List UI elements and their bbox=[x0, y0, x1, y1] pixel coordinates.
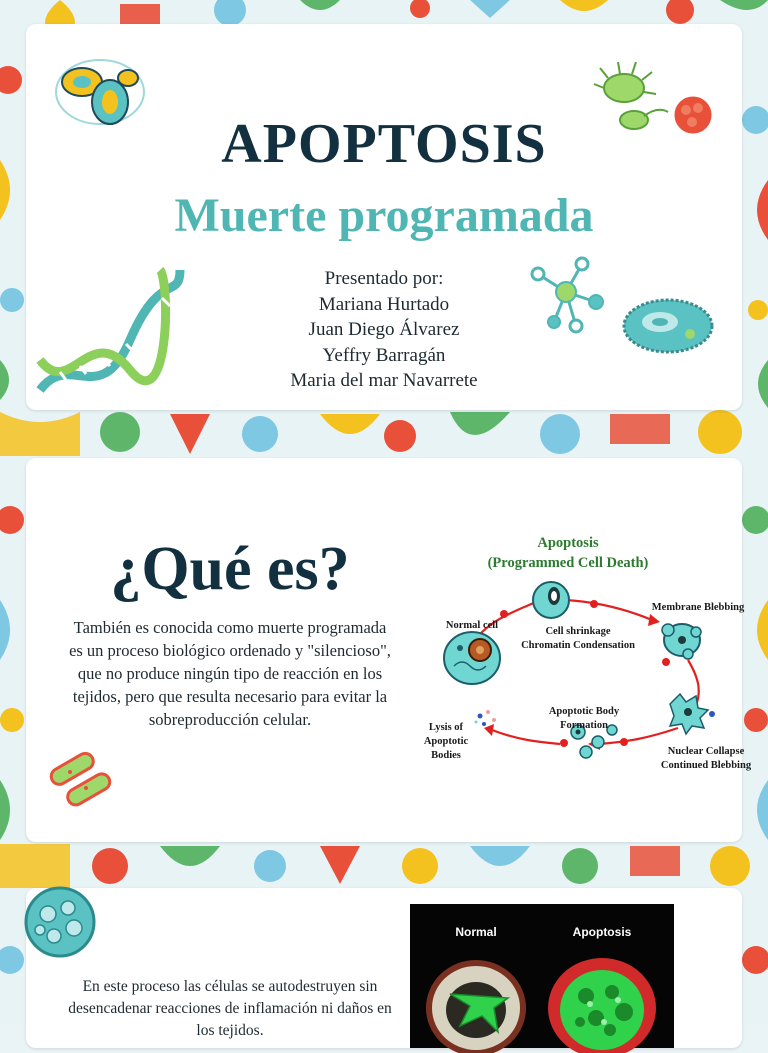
normal-cell-icon bbox=[444, 632, 500, 684]
presenter-name: Yeffry Barragán bbox=[322, 344, 446, 366]
slide-process bbox=[26, 888, 742, 1048]
lysis-fragments-icon bbox=[475, 710, 497, 726]
label-apoptotic-body: Apoptotic Body bbox=[548, 706, 620, 717]
definition-text: También es conocida como muerte programada es un proceso biológico ordenado y "silencioso", que no produce ningún tipo de reacción en los tejidos, pero que resulta necesario para evitar la sobreproducción celular. bbox=[69, 618, 391, 729]
label-normal: Normal bbox=[455, 925, 497, 939]
normal-cell-micrograph bbox=[426, 960, 526, 1053]
label-bodies: Bodies bbox=[431, 750, 461, 761]
presenters-block bbox=[26, 266, 742, 394]
blebbing-cell-icon bbox=[662, 624, 701, 659]
label-lysis: Lysis of bbox=[428, 722, 464, 733]
page-subtitle: Muerte programada bbox=[174, 189, 594, 242]
diagram-title: Apoptosis bbox=[537, 535, 599, 551]
slide-what-is bbox=[26, 458, 752, 842]
label-normal-cell: Normal cell bbox=[445, 620, 499, 631]
bacteria-rods-icon bbox=[46, 744, 116, 816]
presenter-name: Juan Diego Álvarez bbox=[308, 319, 460, 340]
label-cell-shrinkage: Cell shrinkage bbox=[545, 626, 611, 637]
cell-colony-icon bbox=[20, 884, 102, 962]
label-formation: Formation bbox=[560, 720, 608, 731]
label-nuclear-collapse: Nuclear Collapse bbox=[667, 746, 745, 757]
presented-by-label: Presentado por: bbox=[324, 268, 444, 289]
label-apoptotic: Apoptotic bbox=[423, 736, 469, 747]
label-membrane-blebbing: Membrane Blebbing bbox=[651, 602, 745, 613]
diagram-subtitle: (Programmed Cell Death) bbox=[487, 555, 649, 571]
microscopy-comparison bbox=[410, 904, 674, 1048]
label-continued-blebbing: Continued Blebbing bbox=[660, 760, 752, 771]
section-title: ¿Qué es? bbox=[110, 535, 350, 603]
microscopy-image bbox=[410, 904, 674, 1048]
apoptosis-cycle-diagram bbox=[388, 530, 752, 790]
presenter-name: Maria del mar Navarrete bbox=[290, 370, 478, 391]
page-title: APOPTOSIS bbox=[221, 113, 547, 175]
label-apoptosis: Apoptosis bbox=[572, 925, 632, 939]
shrunken-cell-icon bbox=[533, 582, 569, 618]
slide-title bbox=[26, 24, 742, 410]
label-chromatin-condensation: Chromatin Condensation bbox=[521, 640, 635, 651]
process-text: En este proceso las células se autodestruyen sin desencadenar reacciones de inflamación ni daños en los tejidos. bbox=[68, 978, 392, 1039]
presenter-name: Mariana Hurtado bbox=[318, 293, 450, 315]
